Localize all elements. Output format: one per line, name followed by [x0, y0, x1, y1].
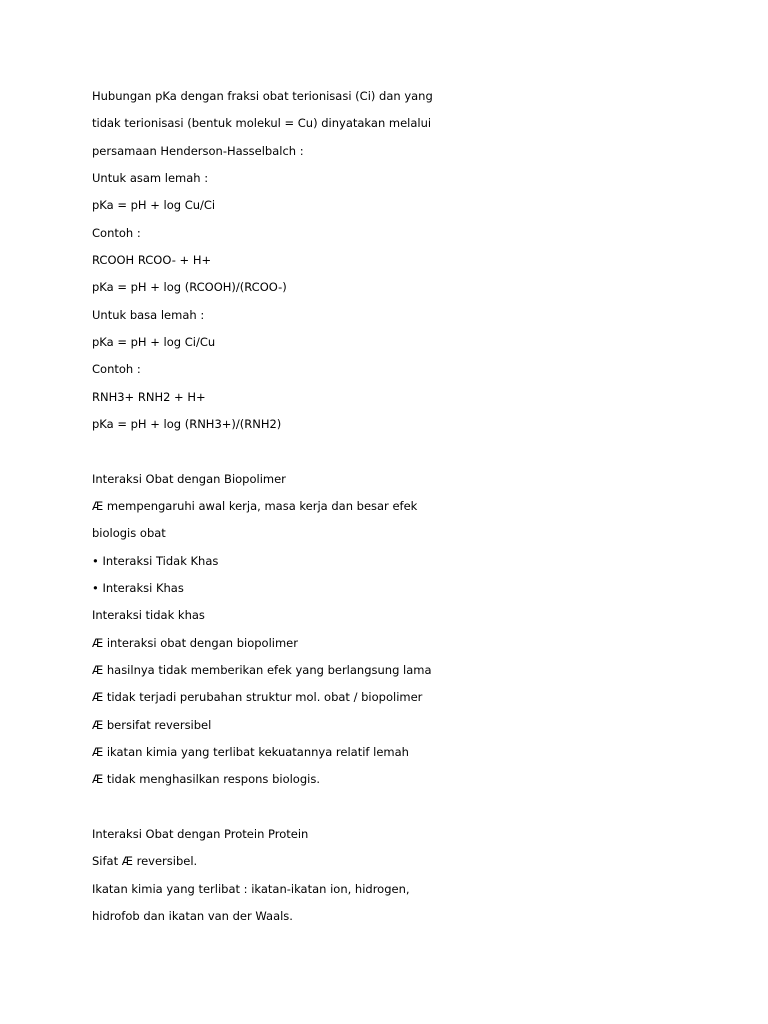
- text-line-15: Æ mempengaruhi awal kerja, masa kerja dan besar efek: [92, 499, 418, 513]
- bullet-item-1: • Interaksi Tidak Khas: [92, 554, 219, 568]
- bullet-item-2: • Interaksi Khas: [92, 581, 184, 595]
- text-line-20: Æ interaksi obat dengan biopolimer: [92, 636, 298, 650]
- text-line-28: Ikatan kimia yang terlibat : ikatan-ikatan ion, hidrogen,: [92, 882, 410, 896]
- text-line-12: RNH3+ RNH2 + H+: [92, 390, 206, 404]
- text-line-13: pKa = pH + log (RNH3+)/(RNH2): [92, 417, 282, 431]
- section-heading-biopolimer: Interaksi Obat dengan Biopolimer: [92, 472, 286, 486]
- text-line-6: Contoh :: [92, 226, 141, 240]
- text-line-4: Untuk asam lemah :: [92, 171, 209, 185]
- text-line-11: Contoh :: [92, 362, 141, 376]
- text-line-29: hidrofob dan ikatan van der Waals.: [92, 909, 293, 923]
- text-line-19: Interaksi tidak khas: [92, 608, 205, 622]
- text-line-23: Æ bersifat reversibel: [92, 718, 212, 732]
- text-line-27: Sifat Æ reversibel.: [92, 854, 198, 868]
- text-line-7: RCOOH RCOO- + H+: [92, 253, 212, 267]
- text-line-8: pKa = pH + log (RCOOH)/(RCOO-): [92, 280, 287, 294]
- text-line-5: pKa = pH + log Cu/Ci: [92, 198, 216, 212]
- text-line-1: Hubungan pKa dengan fraksi obat terionisasi (Ci) dan yang: [92, 89, 433, 103]
- text-line-2: tidak terionisasi (bentuk molekul = Cu) dinyatakan melalui: [92, 116, 432, 130]
- text-line-10: pKa = pH + log Ci/Cu: [92, 335, 216, 349]
- text-line-9: Untuk basa lemah :: [92, 308, 205, 322]
- text-line-25: Æ tidak menghasilkan respons biologis.: [92, 772, 320, 786]
- text-line-21: Æ hasilnya tidak memberikan efek yang berlangsung lama: [92, 663, 432, 677]
- text-line-24: Æ ikatan kimia yang terlibat kekuatannya relatif lemah: [92, 745, 409, 759]
- text-line-16: biologis obat: [92, 526, 166, 540]
- text-line-3: persamaan Henderson-Hasselbalch :: [92, 144, 304, 158]
- text-line-22: Æ tidak terjadi perubahan struktur mol. obat / biopolimer: [92, 690, 423, 704]
- section-heading-protein: Interaksi Obat dengan Protein Protein: [92, 827, 309, 841]
